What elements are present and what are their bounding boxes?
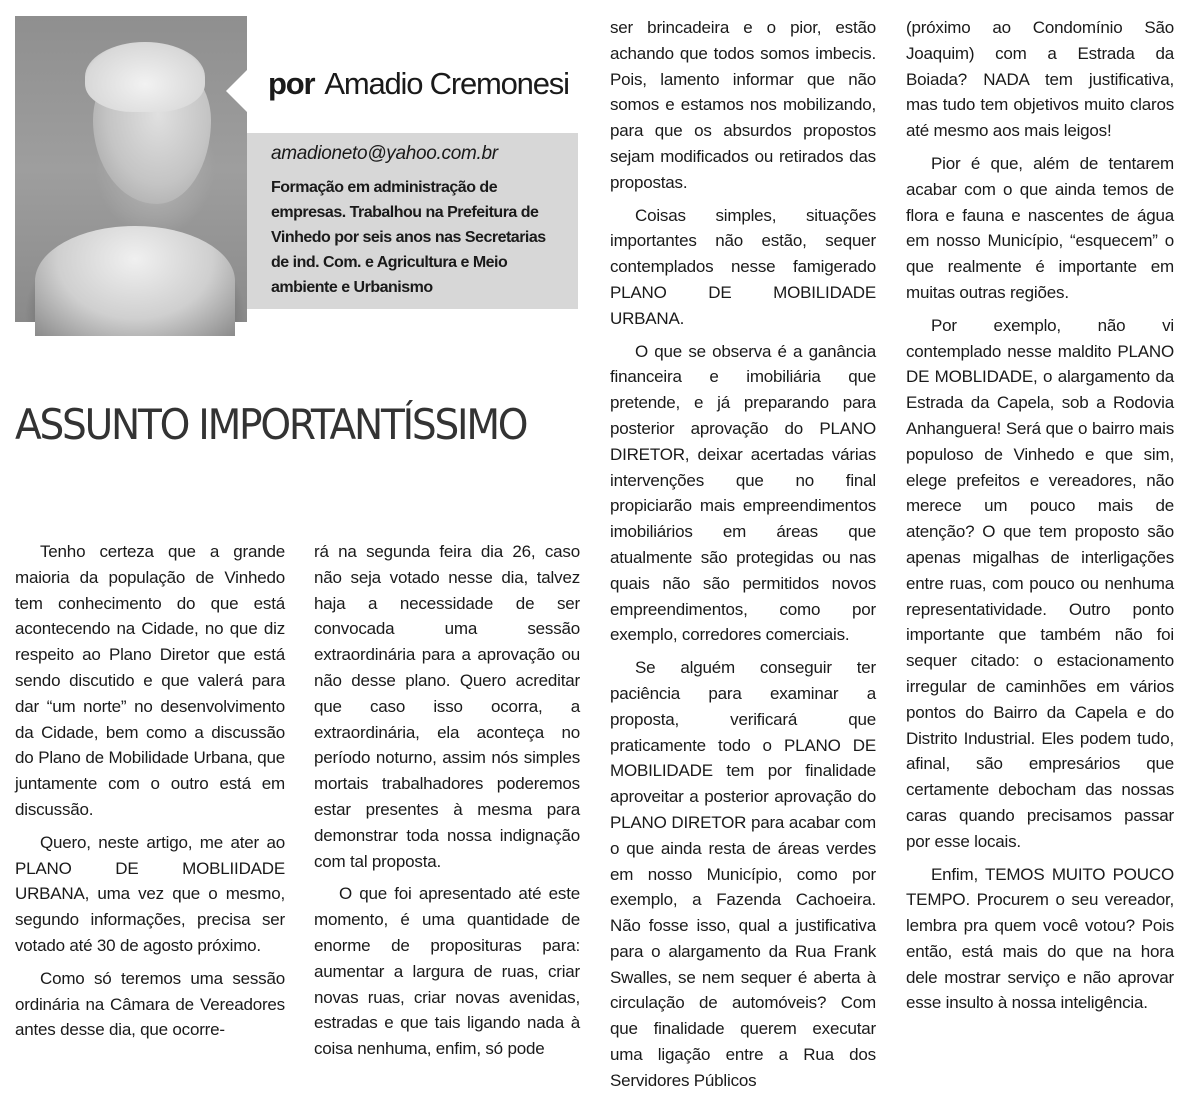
article-column-2 xyxy=(314,539,580,1069)
author-description: Formação em administração de empresas. Trabalhou na Prefeitura de Vinhedo por seis anos nas Secretarias de ind. Com. e Agricultura e Meio ambiente e Urbanismo xyxy=(271,179,546,296)
paragraph: O que se observa é a ganância financeira e imobiliária que pretende, e já preparando para posterior aprovação do PLANO DIRETOR, deixar acertadas várias intervenções que no final propiciarão mais empreendimentos imobiliários em áreas que atualmente são protegidas ou nas quais não são permitidos novos empreendimentos, como por exemplo, corredores comerciais. xyxy=(610,341,876,645)
paragraph: Como só teremos uma sessão ordinária na Câmara de Vereadores antes desse dia, que ocorre- xyxy=(15,968,285,1040)
paragraph: Enfim, TEMOS MUITO POUCO TEMPO. Procurem o seu vereador, lembra pra quem você votou? Pois então, está mais do que na hora dele mostrar serviço e não aprovar esse insulto à nossa inteligência. xyxy=(906,864,1174,1013)
paragraph: Por exemplo, não vi contemplado nesse maldito PLANO DE MOBLIDADE, o alargamento da Estrada da Capela, sob a Rodovia Anhanguera! Será que o bairro mais populoso de Vinhedo e que sim, elege prefeitos e vereadores, não merece um pouco mais de atenção? O que tem proposto são apenas migalhas de interligações entre ruas, com pouco ou nenhuma representatividade. Outro ponto importante que também não foi sequer citado: o estacionamento irregular de caminhões em vários pontos do Bairro da Capela e do Distrito Industrial. Eles podem tudo, afinal, são empresários que certamente debocham das nossas caras quando precisamos passar por esse locais. xyxy=(906,315,1174,851)
paragraph: Tenho certeza que a grande maioria da população de Vinhedo tem conhecimento do que está acontecendo na Cidade, no que diz respeito ao Plano Diretor que está sendo discutido e que valerá para dar “um norte” no desenvolvimento da Cidade, bem como a discussão do Plano de Mobilidade Urbana, que juntamente com o outro está em discussão. xyxy=(15,542,285,819)
author-bio-box xyxy=(247,133,578,309)
author-byline xyxy=(268,66,569,102)
byline-prefix: por xyxy=(268,66,315,101)
article-column-4 xyxy=(906,15,1174,1023)
paragraph: ser brincadeira e o pior, estão achando que todos somos imbecis. Pois, lamento informar que não somos e estamos nos mobilizando, para que os absurdos propostos sejam modificados ou retirados das propostas. xyxy=(610,18,876,192)
paragraph: O que foi apresentado até este momento, é uma quantidade de enorme de proposituras para: aumentar a largura de ruas, criar novas ruas, criar novas avenidas, estradas e que tais ligando nada à coisa nenhuma, enfim, só pode xyxy=(314,884,580,1059)
author-photo-shoulders xyxy=(35,226,235,336)
paragraph: (próximo ao Condomínio São Joaquim) com a Estrada da Boiada? NADA tem justificativa, mas tudo tem objetivos muito claros até mesmo aos mais leigos! xyxy=(906,18,1174,141)
byline-notch xyxy=(226,70,247,112)
author-photo-hair xyxy=(85,42,205,112)
author-photo xyxy=(15,16,247,322)
paragraph: Se alguém conseguir ter paciência para examinar a proposta, verificará que praticamente todo o PLANO DE MOBILIDADE tem por finalidade aproveitar a posterior aprovação do PLANO DIRETOR para acabar com o que ainda resta de áreas verdes em nosso Município, como por exemplo, a Fazenda Cachoeira. Não fosse isso, qual a justificativa para o alargamento da Rua Frank Swalles, se nem sequer é aberta à circulação de automóveis? Com que finalidade querem executar uma ligação entre a Rua dos Servidores Públicos xyxy=(610,658,876,1090)
author-email: amadioneto@yahoo.com.br xyxy=(271,143,498,164)
paragraph: Quero, neste artigo, me ater ao PLANO DE MOBLIIDADE URBANA, uma vez que o mesmo, segundo informações, precisa ser votado até 30 de agosto próximo. xyxy=(15,832,285,955)
author-name: Amadio Cremonesi xyxy=(324,66,569,101)
paragraph: rá na segunda feira dia 26, caso não seja votado nesse dia, talvez haja a necessidade de ser convocada uma sessão extraordinária para a aprovação ou não desse plano. Quero acreditar que caso isso ocorra, a extraordinária, ela aconteça no período noturno, assim nós simples mortais trabalhadores poderemos estar presentes à mesma para demonstrar toda nossa indignação com tal proposta. xyxy=(314,542,580,871)
paragraph: Pior é que, além de tentarem acabar com o que ainda temos de flora e fauna e nascentes de água em nosso Município, “esquecem” o que realmente é importante em muitas outras regiões. xyxy=(906,153,1174,302)
paragraph: Coisas simples, situações importantes não estão, sequer contemplados nesse famigerado PLANO DE MOBILIDADE URBANA. xyxy=(610,205,876,328)
article-title: ASSUNTO IMPORTANTÍSSIMO xyxy=(15,400,527,449)
article-column-3 xyxy=(610,15,876,1101)
article-column-1 xyxy=(15,539,285,1050)
